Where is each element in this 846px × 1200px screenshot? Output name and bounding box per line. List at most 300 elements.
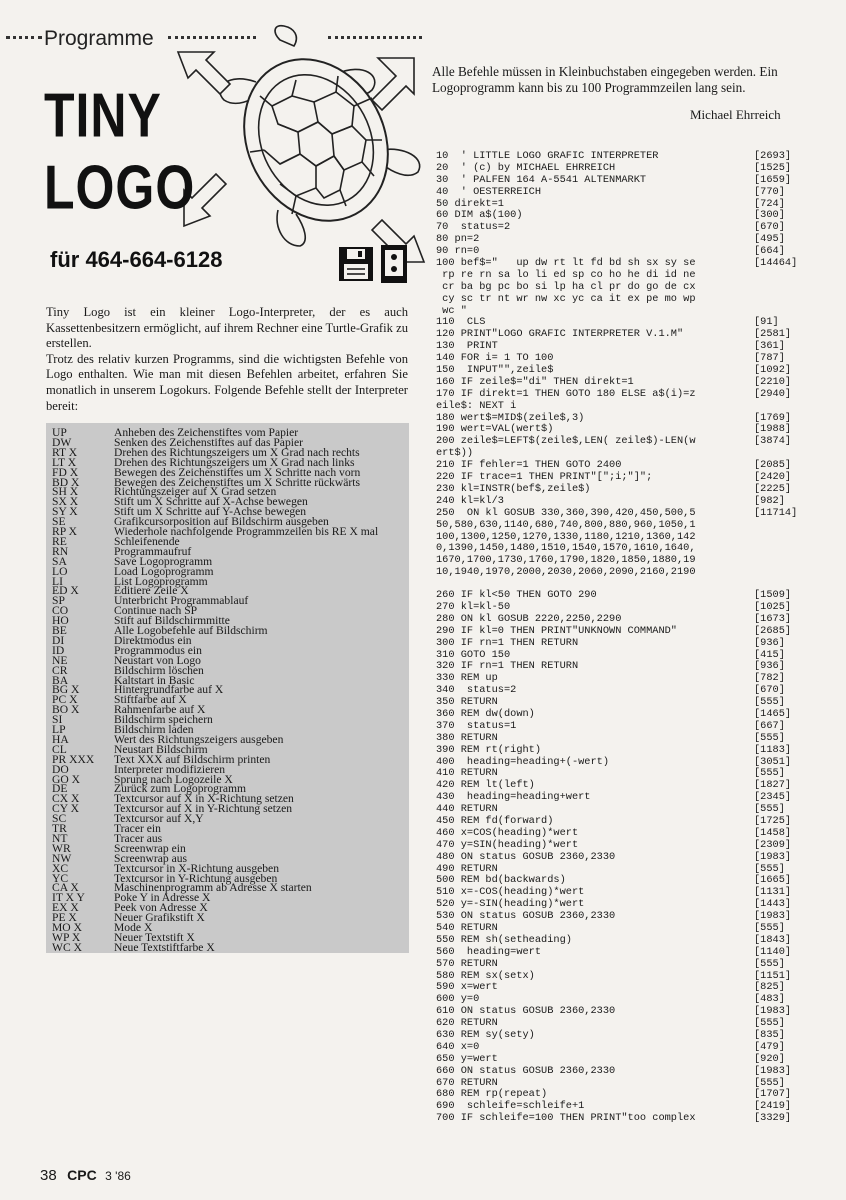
listing-code: 110 CLS [436, 316, 486, 329]
listing-code: 590 x=wert [436, 981, 498, 994]
command-description: Direktmodus ein [114, 633, 192, 647]
command-description: Unterbricht Programmablauf [114, 594, 249, 608]
listing-code: 380 RETURN [436, 731, 498, 744]
listing-code: 690 schleife=schleife+1 [436, 1100, 585, 1113]
listing-code: 240 kl=kl/3 [436, 494, 504, 507]
listing-checksum: [1769] [754, 411, 792, 424]
listing-code: 220 IF trace=1 THEN PRINT"[";i;"]"; [436, 471, 653, 484]
command-description: Neue Textstiftfarbe X [114, 940, 215, 954]
listing-checksum: [1725] [754, 814, 792, 827]
listing-line [436, 294, 806, 306]
command-description: Editiere Zeile X [114, 584, 189, 598]
command-code: HO [52, 614, 69, 628]
command-code: RN [52, 544, 69, 558]
command-description: Screenwrap ein [114, 841, 186, 855]
command-code: IT X Y [52, 891, 85, 905]
command-description: Anheben des Zeichenstiftes vom Papier [114, 426, 299, 439]
command-code: NT [52, 831, 68, 845]
listing-code: rp re rn sa lo li ed sp co ho he di id ne [436, 268, 696, 281]
listing-checksum: [936] [754, 660, 785, 673]
command-description: Neustart Bildschirm [114, 742, 208, 756]
listing-line [436, 389, 806, 401]
listing-checksum: [1983] [754, 1064, 792, 1077]
listing-line [436, 1066, 806, 1078]
command-code: CY X [52, 802, 79, 816]
listing-code: 100 bef$=" up dw rt lt fd bd sh sx sy se [436, 257, 696, 270]
listing-checksum: [825] [754, 981, 785, 994]
listing-code: 450 REM fd(forward) [436, 814, 554, 827]
listing-checksum: [3051] [754, 755, 792, 768]
listing-code: 440 RETURN [436, 803, 498, 816]
listing-line [436, 270, 806, 282]
listing-checksum: [555] [754, 922, 785, 934]
listing-code: 420 REM lt(left) [436, 779, 535, 792]
header-rule-left [6, 36, 42, 39]
listing-code: 30 ' PALFEN 164 A-5541 ALTENMARKT [436, 173, 647, 186]
listing-code: 120 PRINT"LOGO GRAFIC INTERPRETER V.1.M" [436, 328, 684, 341]
command-description: Zurück zum Logoprogramm [114, 782, 247, 796]
listing-code: wc " [436, 304, 467, 317]
listing-line [436, 1030, 806, 1042]
listing-code: 1670,1700,1730,1760,1790,1820,1850,1880,19 [436, 554, 696, 567]
listing-code: 530 ON status GOSUB 2360,2330 [436, 910, 616, 923]
listing-code: 370 status=1 [436, 719, 517, 732]
listing-line [436, 496, 806, 508]
listing-line [436, 187, 806, 199]
listing-code: 270 kl=kl-50 [436, 600, 511, 613]
listing-line [436, 306, 806, 318]
command-code: PC X [52, 693, 78, 707]
command-description: Bildschirm löschen [114, 663, 204, 677]
command-code: CA X [52, 881, 79, 895]
command-code: DE [52, 782, 68, 796]
command-code: CX X [52, 792, 80, 806]
listing-checksum: [555] [754, 803, 785, 816]
listing-checksum: [1509] [754, 589, 792, 602]
listing-code: 200 zeile$=LEFT$(zeile$,LEN( zeile$)-LEN(w [436, 435, 696, 448]
listing-checksum: [1983] [754, 850, 792, 863]
command-code: CL [52, 742, 67, 756]
listing-checksum: [1025] [754, 600, 792, 613]
listing-code: 470 y=SIN(heading)*wert [436, 838, 579, 851]
listing-line [436, 638, 806, 650]
command-code: LT X [52, 455, 77, 469]
listing-checksum: [3329] [754, 1112, 792, 1125]
listing-code: ert$)) [436, 447, 474, 460]
command-code: FD X [52, 465, 79, 479]
listing-checksum: [664] [754, 245, 785, 258]
command-code: RT X [52, 445, 78, 459]
listing-line [436, 982, 806, 994]
listing-checksum: [2345] [754, 791, 792, 804]
listing-code: 20 ' (c) by MICHAEL EHRREICH [436, 161, 616, 174]
listing-checksum: [670] [754, 221, 785, 234]
listing-checksum: [770] [754, 185, 785, 198]
listing-code: 100,1300,1250,1270,1330,1180,1210,1360,142 [436, 530, 696, 543]
command-code: SP [52, 594, 65, 608]
command-code: PR XXX [52, 752, 95, 766]
command-description: Continue nach SP [114, 604, 198, 618]
title-line-2: LOGO [44, 152, 196, 223]
command-description: Grafikcursorposition auf Bildschirm ausgeben [114, 515, 329, 529]
listing-line [436, 436, 806, 448]
listing-checksum: [555] [754, 767, 785, 780]
listing-line [436, 282, 806, 294]
listing-checksum: [2309] [754, 838, 792, 851]
intro-text [46, 305, 408, 414]
command-description: Drehen des Richtungszeigers um X Grad nach links [114, 455, 355, 469]
listing-line [436, 222, 806, 234]
listing-code: eile$: NEXT i [436, 399, 517, 412]
command-description: Programmodus ein [114, 643, 202, 657]
listing-checksum: [2420] [754, 471, 792, 484]
listing-checksum: [1665] [754, 874, 792, 887]
command-code: YC [52, 871, 69, 885]
listing-line [436, 614, 806, 626]
listing-code: 260 IF kl<50 THEN GOTO 290 [436, 589, 597, 602]
listing-code: 400 heading=heading+(-wert) [436, 755, 610, 768]
listing-checksum: [91] [754, 316, 779, 329]
listing-code: 0,1390,1450,1480,1510,1540,1570,1610,1640, [436, 542, 696, 555]
command-description: Programmaufruf [114, 544, 192, 558]
listing-checksum: [555] [754, 696, 785, 709]
command-description: Load Logoprogramm [114, 564, 214, 578]
listing-code: 90 rn=0 [436, 245, 480, 258]
listing-code: 490 RETURN [436, 862, 498, 875]
listing-checksum: [670] [754, 684, 785, 697]
cassette-icon [380, 244, 408, 284]
listing-checksum: [982] [754, 494, 785, 507]
listing-checksum: [1443] [754, 898, 792, 911]
listing-code: 480 ON status GOSUB 2360,2330 [436, 850, 616, 863]
listing-checksum: [300] [754, 209, 785, 222]
listing-checksum: [14464] [754, 257, 798, 270]
listing-code: 560 heading=wert [436, 945, 542, 958]
listing-code: 180 wert$=MID$(zeile$,3) [436, 411, 585, 424]
command-description: Stift um X Schritte auf X-Achse bewegen [114, 495, 308, 509]
listing-checksum: [555] [754, 1017, 785, 1030]
listing-checksum: [835] [754, 1029, 785, 1042]
program-listing [436, 151, 806, 1125]
right-intro-text: Alle Befehle müssen in Kleinbuchstaben eingegeben werden. Ein Logoprogramm kann bis zu 100 Programmzeilen lang sein. [432, 64, 778, 95]
listing-line [436, 733, 806, 745]
listing-code: 500 REM bd(backwards) [436, 874, 566, 887]
listing-code: 50 direkt=1 [436, 197, 504, 210]
command-code: UP [52, 426, 67, 439]
listing-line [436, 935, 806, 947]
command-description: Textcursor auf X,Y [114, 812, 204, 826]
command-description: Stift um X Schritte auf Y-Achse bewegen [114, 505, 307, 519]
listing-code: 540 RETURN [436, 922, 498, 934]
listing-code: 320 IF rn=1 THEN RETURN [436, 660, 579, 673]
listing-checksum: [1827] [754, 779, 792, 792]
command-code: SY X [52, 505, 78, 519]
page-number: 38 [40, 1167, 57, 1184]
listing-line [436, 828, 806, 840]
listing-code: 80 pn=2 [436, 233, 480, 246]
listing-checksum: [724] [754, 197, 785, 210]
page-footer [40, 1167, 131, 1185]
command-code: DO [52, 762, 69, 776]
listing-line [436, 520, 806, 532]
listing-code: 250 ON kl GOSUB 330,360,390,420,450,500,5 [436, 506, 696, 519]
listing-code: 290 IF kl=0 THEN PRINT"UNKNOWN COMMAND" [436, 624, 677, 637]
command-code: EX X [52, 901, 79, 915]
command-code: HA [52, 732, 69, 746]
command-code: BA [52, 673, 69, 687]
listing-code: 360 REM dw(down) [436, 707, 535, 720]
issue-date: 3 '86 [105, 1169, 131, 1183]
listing-checksum: [2210] [754, 375, 792, 388]
listing-checksum: [11714] [754, 506, 798, 519]
command-description: Hintergrundfarbe auf X [114, 683, 224, 697]
listing-code: 550 REM sh(setheading) [436, 933, 572, 946]
command-description: Wert des Richtungszeigers ausgeben [114, 732, 284, 746]
command-code: SA [52, 554, 67, 568]
listing-checksum: [555] [754, 957, 785, 970]
listing-line [436, 1042, 806, 1054]
command-description: Textcursor in Y-Richtung ausgeben [114, 871, 278, 885]
listing-line [436, 947, 806, 959]
listing-line [436, 401, 806, 413]
command-description: Neuer Textstift X [114, 930, 195, 944]
listing-code: 620 RETURN [436, 1017, 498, 1030]
listing-line [436, 745, 806, 757]
listing-code: 160 IF zeile$="di" THEN direkt=1 [436, 375, 634, 388]
command-description: Textcursor auf X in X-Richtung setzen [114, 792, 294, 806]
command-code: SI [52, 713, 63, 727]
listing-code: 390 REM rt(right) [436, 743, 542, 756]
title-line-1: TINY [44, 80, 162, 151]
listing-code: cy sc tr nt wr nw xc yc ca it ex pe mo wp [436, 292, 696, 305]
command-description: Mode X [114, 921, 153, 934]
listing-checksum: [415] [754, 648, 785, 661]
listing-code: 50,580,630,1140,680,740,800,880,960,1050,1 [436, 518, 696, 531]
command-description: Stift auf Bildschirmmitte [114, 614, 230, 628]
listing-code: 600 y=0 [436, 993, 480, 1006]
listing-checksum: [1092] [754, 364, 792, 377]
floppy-disk-icon [338, 246, 374, 282]
listing-checksum: [1983] [754, 1005, 792, 1018]
listing-code: 70 status=2 [436, 221, 511, 234]
listing-code: 350 RETURN [436, 696, 498, 709]
command-description: Bewegen des Zeichenstiftes um X Schritte rückwärts [114, 475, 360, 489]
listing-checksum: [1525] [754, 161, 792, 174]
command-table [46, 423, 409, 953]
command-description: List Logoprogramm [114, 574, 208, 588]
command-description: Textcursor in X-Richtung ausgeben [114, 861, 280, 875]
listing-code: 670 RETURN [436, 1076, 498, 1089]
listing-checksum: [782] [754, 672, 785, 685]
command-description: Neuer Grafikstift X [114, 911, 205, 925]
listing-line [436, 175, 806, 187]
listing-checksum: [555] [754, 1076, 785, 1089]
command-code: SE [52, 515, 66, 529]
command-code: WC X [52, 940, 82, 954]
listing-checksum: [1983] [754, 910, 792, 923]
listing-checksum: [2940] [754, 387, 792, 400]
command-description: Rahmenfarbe auf X [114, 703, 206, 717]
listing-code: 570 RETURN [436, 957, 498, 970]
listing-checksum: [555] [754, 731, 785, 744]
command-description: Bewegen des Zeichenstiftes um X Schritte nach vorn [114, 465, 361, 479]
listing-checksum: [920] [754, 1052, 785, 1065]
command-description: Richtungszeiger auf X Grad setzen [114, 485, 277, 499]
listing-code: 10 ' LITTLE LOGO GRAFIC INTERPRETER [436, 150, 659, 162]
command-code: NE [52, 653, 68, 667]
listing-code: 300 IF rn=1 THEN RETURN [436, 636, 579, 649]
command-code: ID [52, 643, 65, 657]
listing-code: 140 FOR i= 1 TO 100 [436, 352, 554, 365]
command-description: Tracer ein [114, 822, 161, 835]
command-code: SX X [52, 495, 79, 509]
command-description: Stiftfarbe auf X [114, 693, 187, 707]
listing-checksum: [2225] [754, 482, 792, 495]
listing-code: 40 ' OESTERREICH [436, 185, 542, 198]
command-code: WP X [52, 930, 81, 944]
listing-code: 630 REM sy(sety) [436, 1029, 535, 1042]
command-description: Tracer aus [114, 831, 163, 845]
listing-code: 190 wert=VAL(wert$) [436, 423, 554, 436]
command-description: Poke Y in Adresse X [114, 891, 211, 905]
command-code: RP X [52, 525, 78, 538]
listing-checksum: [1988] [754, 423, 792, 436]
command-code: LO [52, 564, 68, 578]
listing-checksum: [1131] [754, 886, 792, 899]
listing-checksum: [2685] [754, 624, 792, 637]
listing-checksum: [1465] [754, 707, 792, 720]
listing-line [436, 721, 806, 733]
listing-line [436, 852, 806, 864]
command-description: Alle Logobefehle auf Bildschirm [114, 624, 268, 637]
listing-code: 610 ON status GOSUB 2360,2330 [436, 1005, 616, 1018]
listing-code: 60 DIM a$(100) [436, 209, 523, 222]
listing-checksum: [555] [754, 862, 785, 875]
listing-code: 340 status=2 [436, 684, 517, 697]
listing-code: 680 REM rp(repeat) [436, 1088, 548, 1101]
listing-checksum: [1659] [754, 173, 792, 186]
command-code: WR [52, 841, 71, 855]
listing-checksum: [936] [754, 636, 785, 649]
listing-code: 150 INPUT"",zeile$ [436, 364, 554, 377]
command-description: Neustart von Logo [114, 653, 201, 667]
listing-code: 510 x=-COS(heading)*wert [436, 886, 585, 899]
listing-checksum: [495] [754, 233, 785, 246]
command-code: MO X [52, 921, 82, 934]
listing-code: cr ba bg pc bo si lp ha cl pr do go de cx [436, 280, 696, 293]
command-code: DW [52, 435, 72, 449]
listing-checksum: [1707] [754, 1088, 792, 1101]
listing-code: 230 kl=INSTR(bef$,zeile$) [436, 482, 591, 495]
command-code: CO [52, 604, 69, 618]
command-code: DI [52, 633, 65, 647]
listing-code: 210 IF fehler=1 THEN GOTO 2400 [436, 459, 622, 472]
listing-code: 580 REM sx(setx) [436, 969, 535, 982]
command-code: NW [52, 851, 72, 865]
command-description: Senken des Zeichenstiftes auf das Papier [114, 435, 303, 449]
command-code: BO X [52, 703, 80, 717]
command-description: Text XXX auf Bildschirm printen [114, 752, 271, 766]
turtle-icon [168, 22, 432, 270]
command-description: Drehen des Richtungszeigers um X Grad nach rechts [114, 445, 360, 459]
listing-line [436, 1113, 806, 1125]
listing-code: 280 ON kl GOSUB 2220,2250,2290 [436, 612, 622, 625]
command-description: Sprung nach Logozeile X [114, 772, 233, 786]
command-description: Maschinenprogramm ab Adresse X starten [114, 881, 312, 895]
listing-checksum: [1673] [754, 612, 792, 625]
listing-checksum: [2581] [754, 328, 792, 341]
command-code: SC [52, 812, 67, 826]
listing-line [436, 840, 806, 852]
subtitle: für 464-664-6128 [50, 247, 223, 272]
listing-checksum: [1458] [754, 826, 792, 839]
listing-checksum: [1140] [754, 945, 792, 958]
listing-checksum: [2085] [754, 459, 792, 472]
command-code: RE [52, 534, 67, 548]
command-description: Peek von Adresse X [114, 901, 208, 915]
listing-code: 10,1940,1970,2000,2030,2060,2090,2160,2190 [436, 566, 696, 579]
listing-checksum: [1183] [754, 743, 792, 756]
listing-code: 410 RETURN [436, 767, 498, 780]
command-description: Save Logoprogramm [114, 554, 213, 568]
listing-line [436, 163, 806, 175]
listing-checksum: [3874] [754, 435, 792, 448]
command-description: Bildschirm speichern [114, 713, 213, 727]
command-description: Interpreter modifizieren [114, 762, 226, 776]
command-description: Wiederhole nachfolgende Programmzeilen bis RE X mal [114, 525, 379, 538]
command-description: Textcursor auf X in Y-Richtung setzen [114, 802, 293, 816]
listing-code: 460 x=COS(heading)*wert [436, 826, 579, 839]
command-description: Kaltstart in Basic [114, 673, 195, 687]
listing-checksum: [361] [754, 340, 785, 353]
listing-line [436, 234, 806, 246]
listing-checksum: [1843] [754, 933, 792, 946]
command-code: XC [52, 861, 69, 875]
listing-checksum: [2693] [754, 150, 792, 162]
listing-code: 660 ON status GOSUB 2360,2330 [436, 1064, 616, 1077]
listing-code: 130 PRINT [436, 340, 498, 353]
section-label: Programme [44, 27, 154, 50]
command-code: PE X [52, 911, 77, 925]
command-description: Schleifenende [114, 534, 180, 548]
command-code: BD X [52, 475, 80, 489]
listing-checksum: [483] [754, 993, 785, 1006]
listing-checksum: [479] [754, 1040, 785, 1053]
command-code: CR [52, 663, 68, 677]
listing-code: 640 x=0 [436, 1040, 480, 1053]
command-description: Screenwrap aus [114, 851, 188, 865]
magazine-name: CPC [67, 1167, 97, 1183]
listing-line [436, 508, 806, 520]
listing-code: 520 y=-SIN(heading)*wert [436, 898, 585, 911]
listing-line [436, 959, 806, 971]
command-code: LP [52, 723, 66, 736]
intro-paragraph-2: Trotz des relativ kurzen Programms, sind die wichtigsten Befehle von Logo enthalten. Wie man mit diesen Befehlen arbeitet, erfahren Sie monatlich in unserem Logokurs. Folgende Befehle stellt der Interpreter bereit: [46, 351, 408, 413]
command-code: BE [52, 624, 67, 637]
listing-code: 430 heading=heading+wert [436, 791, 591, 804]
command-code: TR [52, 822, 67, 835]
command-code: LI [52, 574, 63, 588]
listing-checksum: [1151] [754, 969, 792, 982]
listing-line [436, 1054, 806, 1066]
listing-checksum: [2419] [754, 1100, 792, 1113]
command-code: SH X [52, 485, 79, 499]
listing-code: 170 IF direkt=1 THEN GOTO 180 ELSE a$(i)=z [436, 387, 696, 400]
command-description: Bildschirm laden [114, 723, 194, 736]
command-code: GO X [52, 772, 81, 786]
intro-paragraph-1: Tiny Logo ist ein kleiner Logo-Interpreter, der es auch Kassettenbesitzern ermöglicht, auf ihrem Rechner eine Turtle-Grafik zu erstellen. [46, 305, 408, 351]
listing-line [436, 626, 806, 638]
